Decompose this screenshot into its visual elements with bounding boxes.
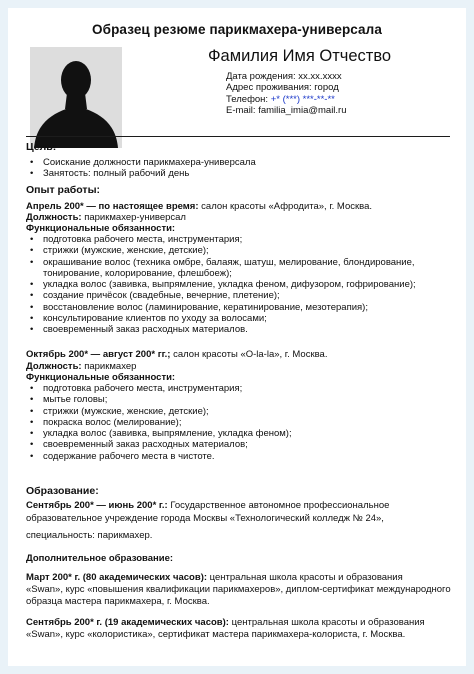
list-item: • создание причёсок (свадебные, вечерние, плетение); (26, 290, 416, 301)
course-1-line-1 (26, 572, 403, 583)
additional-education-heading: Дополнительное образование: (26, 553, 174, 564)
education-heading: Образование: (26, 485, 99, 497)
address: Адрес проживания: город (226, 82, 339, 94)
course-period: Март 200* г. (80 академических часов): (26, 572, 208, 583)
goal-list (26, 157, 256, 180)
list-item: • содержание рабочего места в чистоте. (26, 451, 292, 462)
job-place: салон красоты «O-la-la», г. Москва. (170, 349, 328, 360)
email: E-mail: familia_imia@mail.ru (226, 104, 347, 116)
list-item: • окрашивание волос (техника омбре, балаяж, шатуш, мелирование, блондирование, (26, 257, 416, 268)
header-divider (26, 136, 450, 137)
person-silhouette-icon (30, 47, 122, 148)
job-place: салон красоты «Афродита», г. Москва. (198, 201, 372, 212)
job-position: парикмахер (81, 361, 137, 372)
list-item: • укладка волос (завивка, выпрямление, укладка феном); (26, 428, 292, 439)
duties-heading: Функциональные обязанности: (26, 223, 176, 234)
candidate-name: Фамилия Имя Отчество (208, 47, 392, 65)
birth-date: Дата рождения: xx.xx.xxxx (226, 71, 342, 82)
education-period: Сентябрь 200* — июнь 200* г.: (26, 500, 168, 511)
education-line-2: образовательное учреждение города Москвы «Технологический колледж № 24», (26, 513, 384, 524)
contact-block (226, 71, 347, 116)
list-item-continuation (26, 268, 416, 279)
course-period: Сентябрь 200* г. (19 академических часов): (26, 617, 229, 628)
list-item: • консультирование клиентов по уходу за волосами; (26, 313, 416, 324)
job-period: Октябрь 200* — август 200* гг.; (26, 349, 171, 360)
list-item: • своевременный заказ расходных материалов; (26, 439, 292, 450)
goal-heading: Цель: (26, 141, 57, 153)
job-2-period-line (26, 349, 327, 360)
list-item: • мытье головы; (26, 394, 292, 405)
job-1-period-line (26, 201, 372, 212)
job-2-duties (26, 383, 292, 462)
list-item: • покраска волос (мелирование); (26, 417, 292, 428)
job-period: Апрель 200* — по настоящее время: (26, 201, 199, 212)
position-label: Должность: (26, 212, 82, 223)
job-1-position-line (26, 212, 186, 223)
course-school: центральная школа красоты и образования (207, 572, 403, 583)
phone-number: +* (***) ***-**-** (270, 93, 335, 105)
job-position: парикмахер-универсал (81, 212, 186, 223)
phone-label: Телефон: (226, 93, 271, 105)
list-item: • подготовка рабочего места, инструментария; (26, 383, 292, 394)
education-line-1 (26, 500, 389, 511)
profile-photo-placeholder (30, 47, 122, 148)
document-title: Образец резюме парикмахера-универсала (92, 22, 382, 37)
duties-heading: Функциональные обязанности: (26, 372, 176, 383)
course-2-line-2: «Swan», курс «колористика», сертификат мастера парикмахера-колориста, г. Москва. (26, 629, 406, 640)
course-1-line-3: образца мастера парикмахера, г. Москва. (26, 596, 210, 607)
list-item: • своевременный заказ расходных материалов. (26, 324, 416, 335)
job-1-duties (26, 234, 416, 336)
course-1-line-2: «Swan», курс «повышения квалификации парикмахеров», диплом-сертификат международного (26, 584, 451, 595)
experience-heading: Опыт работы: (26, 184, 101, 196)
list-item: • стрижки (мужские, женские, детские); (26, 406, 292, 417)
list-item: • восстановление волос (ламинирование, кератинирование, мезотерапия); (26, 302, 416, 313)
course-school: центральная школа красоты и образования (228, 617, 425, 628)
list-item: • Соискание должности парикмахера-универсала (26, 157, 256, 168)
job-2-position-line (26, 361, 136, 372)
list-item-continuation-text: тонирование, колорирование, флешбоеж); (43, 267, 232, 279)
list-item: • подготовка рабочего места, инструментария; (26, 234, 416, 245)
list-item: • укладка волос (завивка, выпрямление, укладка феном, дифузором, гофрирование); (26, 279, 416, 290)
education-institution: Государственное автономное профессиональное (167, 500, 390, 511)
position-label: Должность: (26, 361, 82, 372)
education-specialty: специальность: парикмахер. (26, 530, 153, 541)
phone (226, 94, 347, 105)
list-item: • Занятость: полный рабочий день (26, 168, 256, 179)
list-item: • стрижки (мужские, женские, детские); (26, 245, 416, 256)
course-2-line-1 (26, 617, 425, 628)
